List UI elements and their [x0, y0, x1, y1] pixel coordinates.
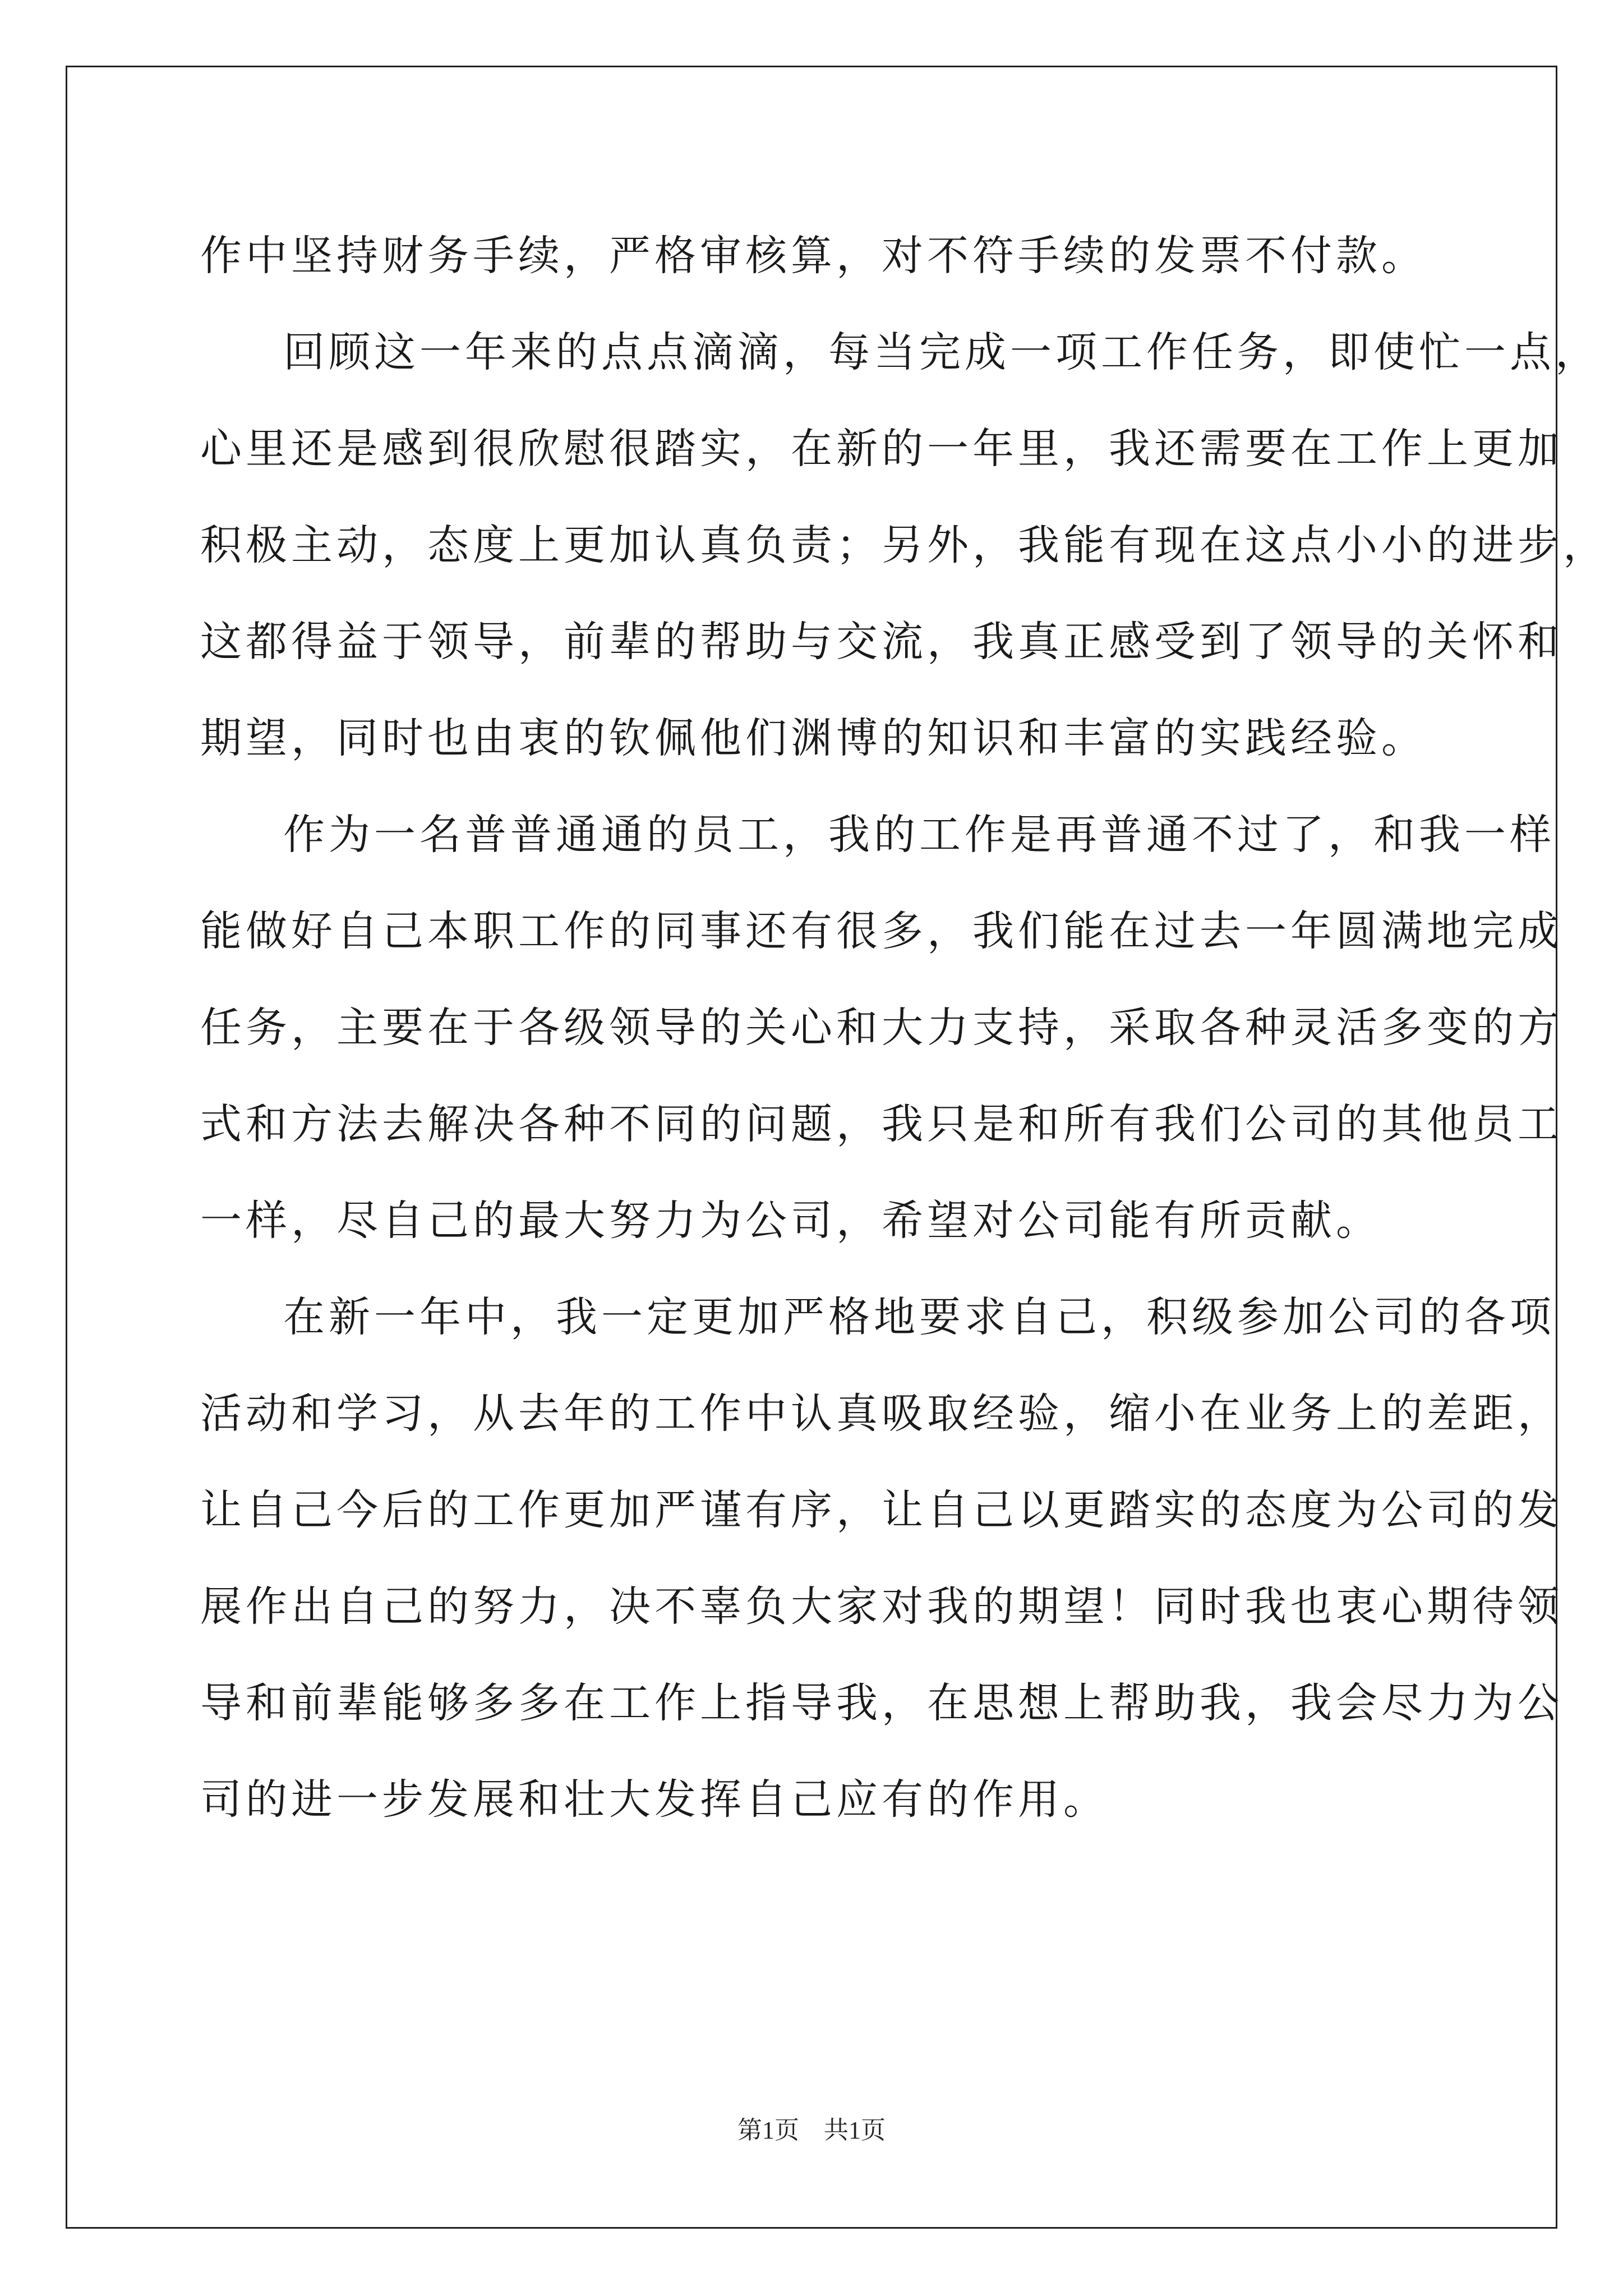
text-line: 任务，主要在于各级领导的关心和大力支持，采取各种灵活多变的方: [200, 1004, 1563, 1052]
paragraph-start-line: 作为一名普普通通的员工，我的工作是再普通不过了，和我一样: [283, 811, 1555, 859]
text-line: 期望，同时也由衷的钦佩他们渊博的知识和丰富的实践经验。: [200, 714, 1427, 762]
text-line: 司的进一步发展和壮大发挥自己应有的作用。: [200, 1775, 1109, 1824]
paragraph-start-line: 在新一年中，我一定更加严格地要求自己，积级参加公司的各项: [283, 1293, 1555, 1341]
text-line: 让自己今后的工作更加严谨有序，让自己以更踏实的态度为公司的发: [200, 1486, 1563, 1534]
text-line: 这都得益于领导，前辈的帮助与交流，我真正感受到了领导的关怀和: [200, 618, 1563, 666]
text-line: 式和方法去解决各种不同的问题，我只是和所有我们公司的其他员工: [200, 1100, 1563, 1148]
paragraph-start-line: 回顾这一年来的点点滴滴，每当完成一项工作任务，即使忙一点，: [283, 328, 1601, 376]
text-line: 导和前辈能够多多在工作上指导我，在思想上帮助我，我会尽力为公: [200, 1679, 1563, 1727]
document-body: [200, 208, 1608, 1848]
text-line: 展作出自己的努力，决不辜负大家对我的期望！同时我也衷心期待领: [200, 1582, 1563, 1631]
text-line: 心里还是感到很欣慰很踏实，在新的一年里，我还需要在工作上更加: [200, 425, 1563, 473]
text-line: 积极主动，态度上更加认真负责；另外，我能有现在这点小小的进步，: [200, 521, 1608, 569]
page-number-footer: 第1页 共1页: [737, 2116, 886, 2144]
text-line: 作中坚持财务手续，严格审核算，对不符手续的发票不付款。: [200, 232, 1427, 280]
text-line: 能做好自己本职工作的同事还有很多，我们能在过去一年圆满地完成: [200, 907, 1563, 955]
text-line: 一样，尽自己的最大努力为公司，希望对公司能有所贡献。: [200, 1197, 1381, 1245]
text-line: 活动和学习，从去年的工作中认真吸取经验，缩小在业务上的差距，: [200, 1389, 1563, 1438]
